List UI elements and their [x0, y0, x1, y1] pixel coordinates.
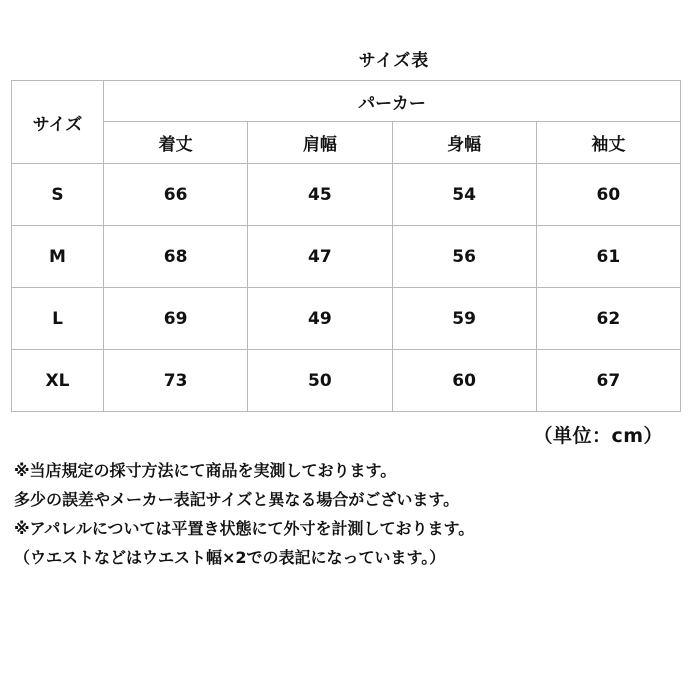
- table-row: [12, 164, 681, 226]
- table-cell: 62: [536, 288, 680, 350]
- product-group-header: パーカー: [104, 81, 681, 122]
- table-row: [12, 350, 681, 412]
- column-header-shoulder: 肩幅: [248, 122, 392, 164]
- unit-label: （単位：cm）: [533, 425, 663, 447]
- table-cell: 47: [248, 226, 392, 288]
- table-cell: 49: [248, 288, 392, 350]
- note-line: （ウエストなどはウエスト幅×2での表記になっています。）: [14, 548, 446, 567]
- table-cell: 59: [392, 288, 536, 350]
- notes: [14, 456, 694, 572]
- table-cell: 50: [248, 350, 392, 412]
- table-cell: 60: [536, 164, 680, 226]
- column-header-sleeve: 袖丈: [536, 122, 680, 164]
- size-table: [11, 80, 681, 412]
- note-line: ※アパレルについては平置き状態にて外寸を計測しております。: [14, 519, 475, 538]
- table-cell: 69: [104, 288, 248, 350]
- table-cell: 54: [392, 164, 536, 226]
- size-column-header: サイズ: [12, 81, 104, 164]
- size-label: M: [12, 226, 104, 288]
- size-label: XL: [12, 350, 104, 412]
- table-cell: 60: [392, 350, 536, 412]
- note-line: ※当店規定の採寸方法にて商品を実測しております。: [14, 461, 397, 480]
- column-header-width: 身幅: [392, 122, 536, 164]
- table-cell: 73: [104, 350, 248, 412]
- size-label: S: [12, 164, 104, 226]
- size-label: L: [12, 288, 104, 350]
- table-cell: 45: [248, 164, 392, 226]
- table-header-row: [12, 81, 681, 122]
- table-cell: 68: [104, 226, 248, 288]
- table-cell: 66: [104, 164, 248, 226]
- note-line: 多少の誤差やメーカー表記サイズと異なる場合がございます。: [14, 490, 460, 509]
- table-row: [12, 226, 681, 288]
- table-cell: 67: [536, 350, 680, 412]
- table-cell: 61: [536, 226, 680, 288]
- table-row: [12, 288, 681, 350]
- table-cell: 56: [392, 226, 536, 288]
- page-title: サイズ表: [358, 51, 430, 71]
- column-header-length: 着丈: [104, 122, 248, 164]
- measurement-header-row: [12, 122, 681, 164]
